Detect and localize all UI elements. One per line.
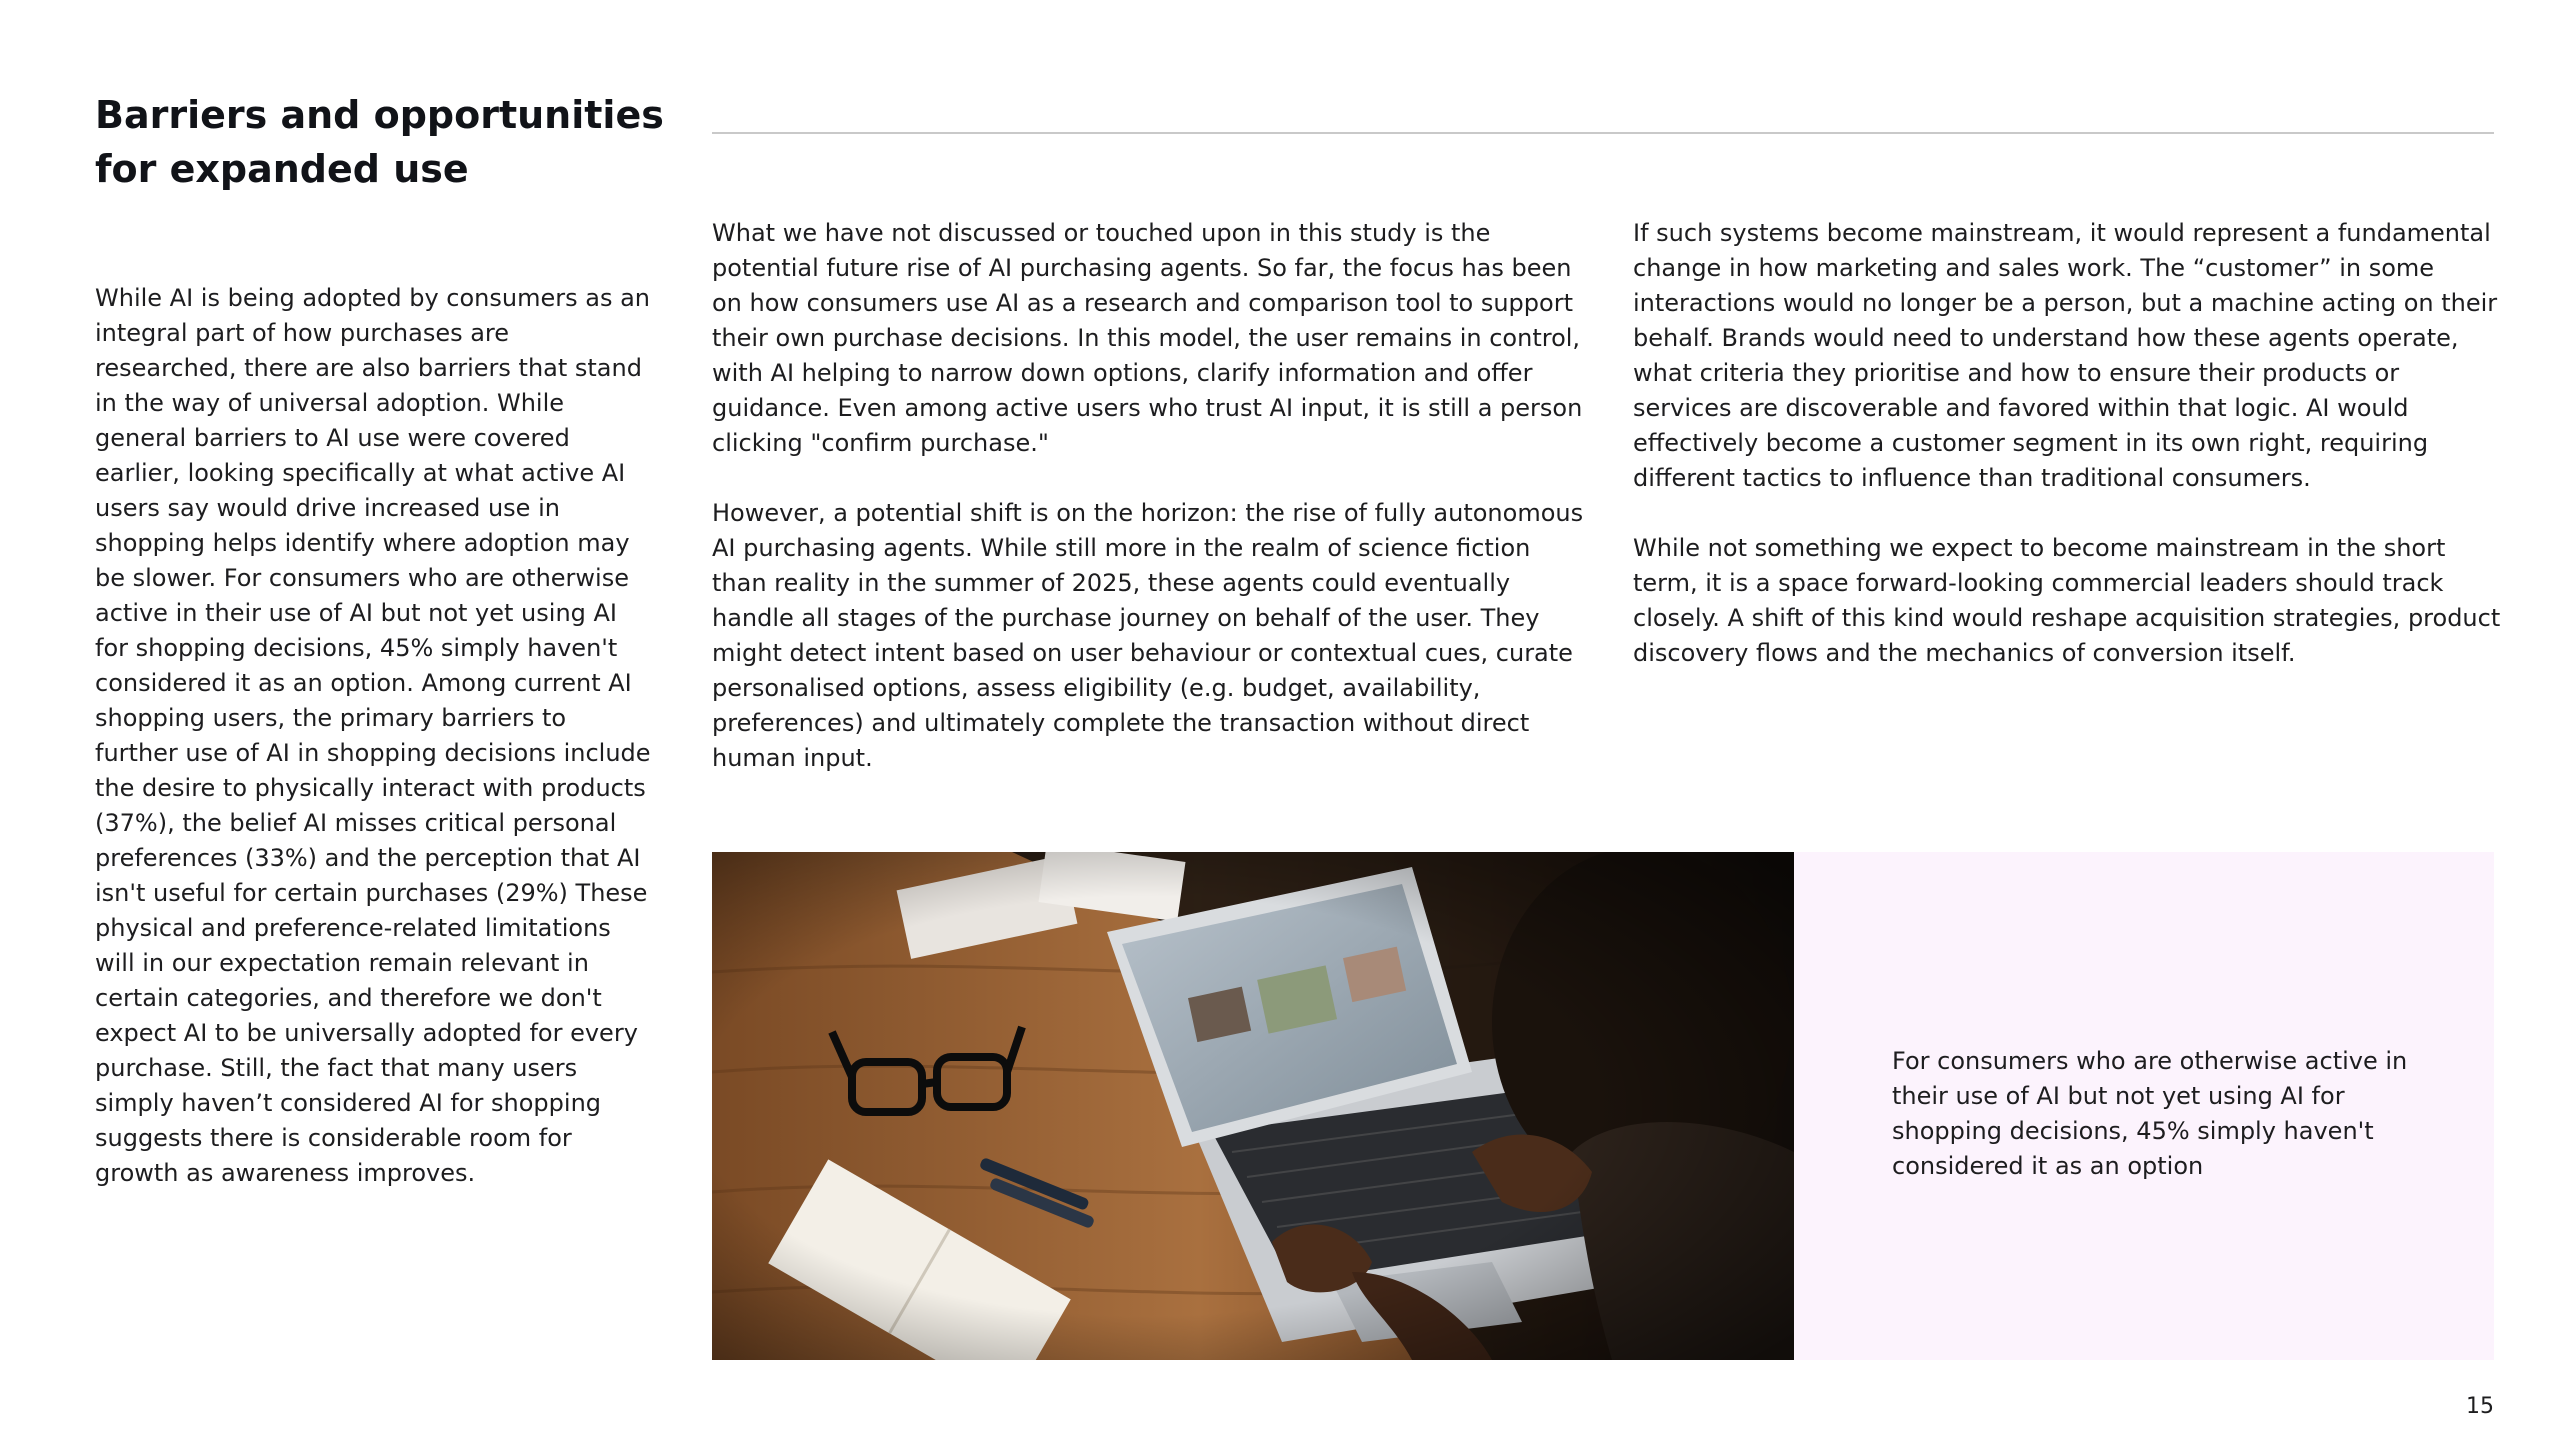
callout-box (1794, 852, 2494, 1360)
middle-column (712, 216, 1592, 811)
left-column-text: While AI is being adopted by consumers as an integral part of how purchases are researched, there are also barriers that stand in the way of universal adoption. While general barriers to AI use were covered earlier, looking specifically at what active AI users say would drive increased use in shopping helps identify where adoption may be slower. For consumers who are otherwise active in their use of AI but not yet using AI for shopping decisions, 45% simply haven't considered it as an option. Among current AI shopping users, the primary barriers to further use of AI in shopping decisions include the desire to physically interact with products (37%), the belief AI misses critical personal preferences (33%) and the perception that AI isn't useful for certain purchases (29%) These physical and preference-related limitations will in our expectation remain relevant in certain categories, and therefore we don't expect AI to be universally adopted for every purchase. Still, the fact that many users simply haven’t considered AI for shopping suggests there is considerable room for growth as awareness improves. (95, 284, 651, 1187)
middle-paragraph-1: What we have not discussed or touched upon in this study is the potential future rise of AI purchasing agents. So far, the focus has been on how consumers use AI as a research and comparison tool to support their own purchase decisions. In this model, the user remains in control, with AI helping to narrow down options, clarify information and offer guidance. Even among active users who trust AI input, it is still a person clicking "confirm purchase." (712, 219, 1583, 457)
middle-paragraph-2: However, a potential shift is on the horizon: the rise of fully autonomous AI purchasing agents. While still more in the realm of science fiction than reality in the summer of 2025, these agents could eventually handle all stages of the purchase journey on behalf of the user. They might detect intent based on user behaviour or contextual cues, curate personalised options, assess eligibility (e.g. budget, availability, preferences) and ultimately complete the transaction without direct human input. (712, 499, 1584, 772)
section-title: Barriers and opportunities for expanded use (95, 93, 664, 191)
callout-text: For consumers who are otherwise active in their use of AI but not yet using AI for shopping decisions, 45% simply haven't considered it as an option (1892, 1047, 2408, 1180)
laptop-photo (712, 852, 1794, 1360)
right-column (1633, 216, 2503, 706)
right-paragraph-2: While not something we expect to become mainstream in the short term, it is a space forward-looking commercial leaders should track closely. A shift of this kind would reshape acquisition strategies, product discovery flows and the mechanics of conversion itself. (1633, 534, 2501, 667)
page-number: 15 (2466, 1394, 2494, 1419)
right-paragraph-1: If such systems become mainstream, it would represent a fundamental change in how marketing and sales work. The “customer” in some interactions would no longer be a person, but a machine acting on their behalf. Brands would need to understand how these agents operate, what criteria they prioritise and how to ensure their products or services are discoverable and favored within that logic. AI would effectively become a customer segment in its own right, requiring different tactics to influence than traditional consumers. (1633, 219, 2498, 492)
divider-rule (712, 132, 2494, 134)
